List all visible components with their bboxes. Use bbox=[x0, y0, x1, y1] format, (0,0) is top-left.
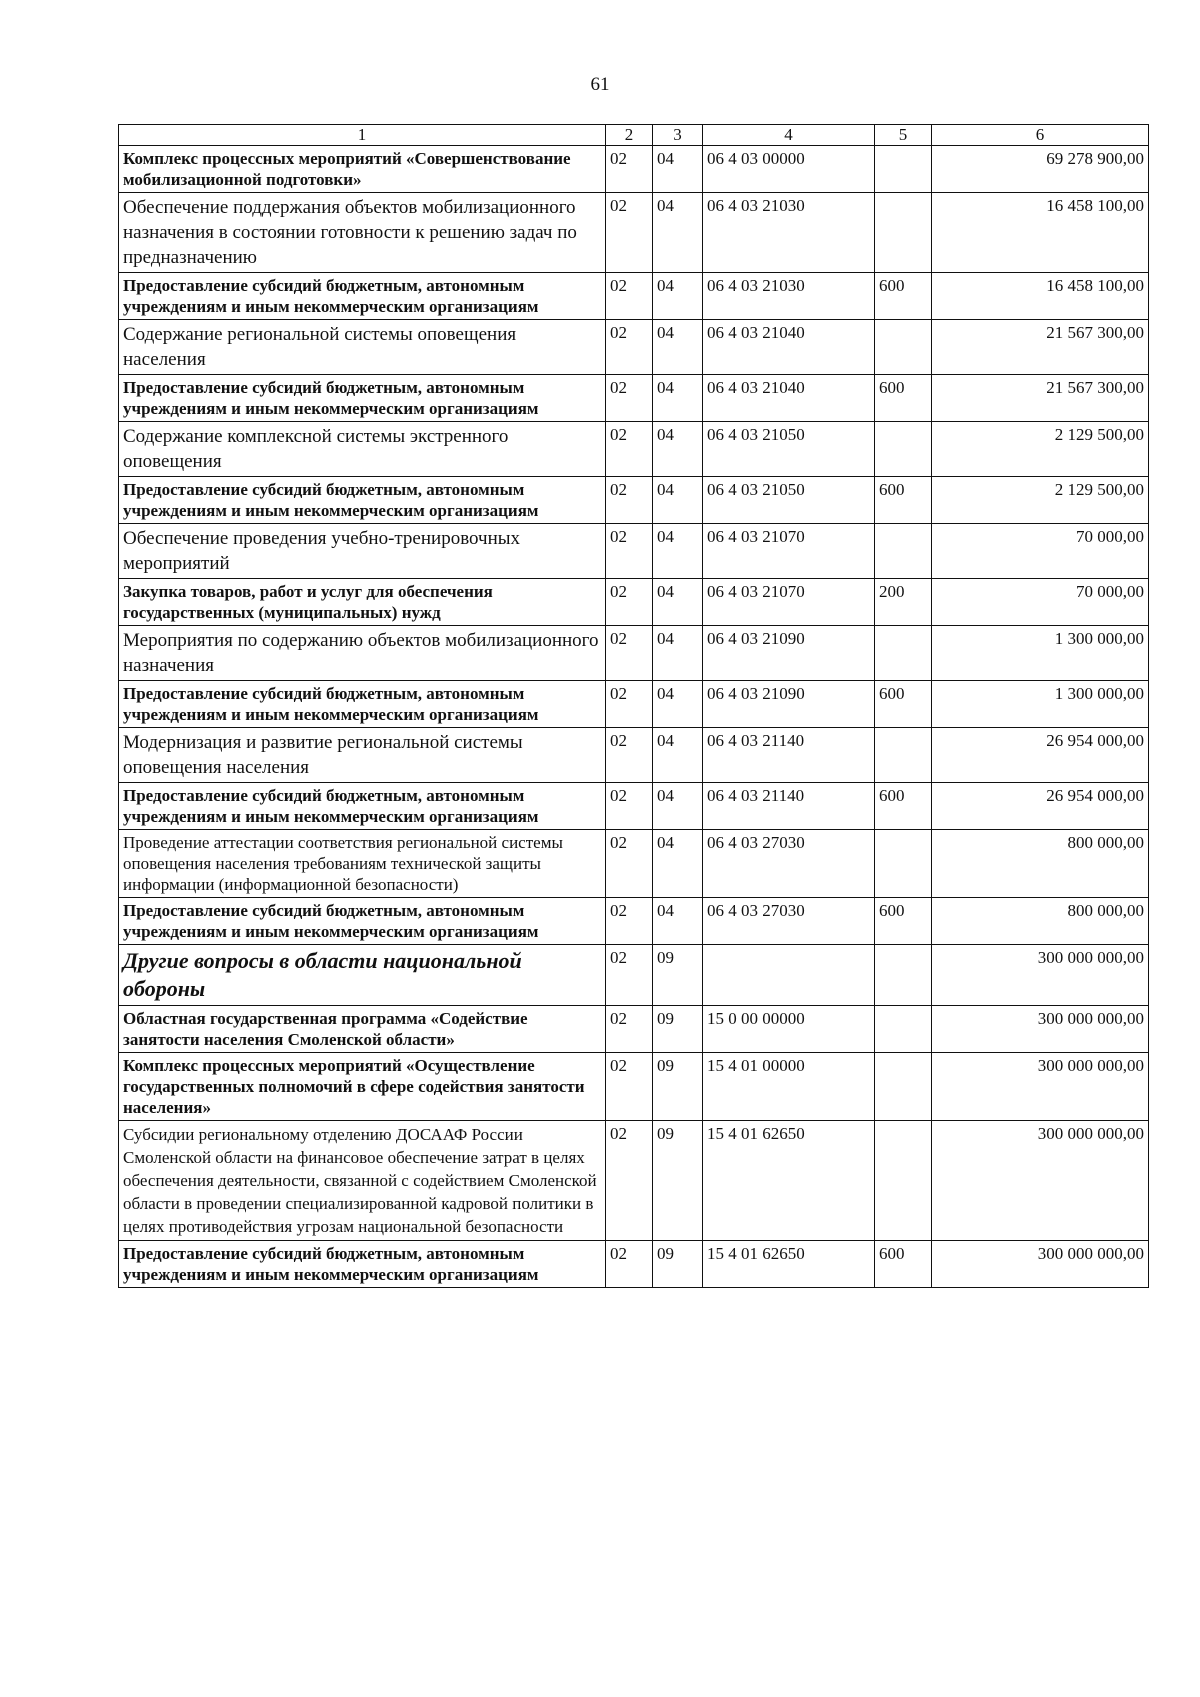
row-subsection-code: 04 bbox=[653, 728, 703, 783]
row-amount: 69 278 900,00 bbox=[932, 146, 1149, 193]
row-subsection-code: 09 bbox=[653, 945, 703, 1006]
row-expense-type bbox=[875, 728, 932, 783]
row-expense-type: 200 bbox=[875, 579, 932, 626]
row-section-code: 02 bbox=[606, 375, 653, 422]
row-amount: 300 000 000,00 bbox=[932, 1006, 1149, 1053]
row-section-code: 02 bbox=[606, 320, 653, 375]
row-amount: 300 000 000,00 bbox=[932, 1053, 1149, 1121]
row-section-code: 02 bbox=[606, 273, 653, 320]
row-name: Проведение аттестации соответствия региональной системы оповещения населения требованиям технической защиты информации (информационной безопасности) bbox=[119, 830, 606, 898]
column-header: 4 bbox=[703, 125, 875, 146]
table-row bbox=[119, 146, 1149, 193]
row-amount: 2 129 500,00 bbox=[932, 422, 1149, 477]
table-row bbox=[119, 1241, 1149, 1288]
table-row bbox=[119, 477, 1149, 524]
row-name: Предоставление субсидий бюджетным, автономным учреждениям и иным некоммерческим организациям bbox=[119, 898, 606, 945]
row-name: Предоставление субсидий бюджетным, автономным учреждениям и иным некоммерческим организациям bbox=[119, 1241, 606, 1288]
row-name: Обеспечение проведения учебно-тренировочных мероприятий bbox=[119, 524, 606, 579]
row-subsection-code: 09 bbox=[653, 1053, 703, 1121]
row-target-code: 06 4 03 21040 bbox=[703, 320, 875, 375]
row-name: Субсидии региональному отделению ДОСААФ России Смоленской области на финансовое обеспечение затрат в целях обеспечения деятельности, связанной с содействием Смоленской области в проведении специализированной кадровой политики в целях противодействия угрозам национальной безопасности bbox=[119, 1121, 606, 1241]
row-subsection-code: 09 bbox=[653, 1241, 703, 1288]
row-target-code: 15 4 01 00000 bbox=[703, 1053, 875, 1121]
row-target-code: 06 4 03 21090 bbox=[703, 626, 875, 681]
table-row bbox=[119, 375, 1149, 422]
row-section-code: 02 bbox=[606, 477, 653, 524]
row-section-code: 02 bbox=[606, 1006, 653, 1053]
row-section-code: 02 bbox=[606, 193, 653, 273]
row-name: Мероприятия по содержанию объектов мобилизационного назначения bbox=[119, 626, 606, 681]
budget-table bbox=[118, 124, 1149, 1288]
row-subsection-code: 04 bbox=[653, 579, 703, 626]
table-row bbox=[119, 273, 1149, 320]
row-name: Предоставление субсидий бюджетным, автономным учреждениям и иным некоммерческим организациям bbox=[119, 681, 606, 728]
table-row bbox=[119, 320, 1149, 375]
row-expense-type: 600 bbox=[875, 681, 932, 728]
row-expense-type: 600 bbox=[875, 1241, 932, 1288]
row-name: Закупка товаров, работ и услуг для обеспечения государственных (муниципальных) нужд bbox=[119, 579, 606, 626]
row-name: Областная государственная программа «Содействие занятости населения Смоленской области» bbox=[119, 1006, 606, 1053]
row-target-code: 15 4 01 62650 bbox=[703, 1121, 875, 1241]
row-target-code: 06 4 03 21030 bbox=[703, 273, 875, 320]
row-section-code: 02 bbox=[606, 422, 653, 477]
row-expense-type bbox=[875, 830, 932, 898]
row-expense-type: 600 bbox=[875, 375, 932, 422]
row-target-code: 06 4 03 21070 bbox=[703, 524, 875, 579]
row-amount: 16 458 100,00 bbox=[932, 273, 1149, 320]
table-row bbox=[119, 626, 1149, 681]
row-target-code: 06 4 03 27030 bbox=[703, 898, 875, 945]
row-amount: 300 000 000,00 bbox=[932, 1121, 1149, 1241]
row-expense-type: 600 bbox=[875, 783, 932, 830]
row-amount: 800 000,00 bbox=[932, 898, 1149, 945]
row-target-code: 06 4 03 00000 bbox=[703, 146, 875, 193]
row-subsection-code: 09 bbox=[653, 1121, 703, 1241]
row-amount: 70 000,00 bbox=[932, 524, 1149, 579]
row-section-code: 02 bbox=[606, 1053, 653, 1121]
row-expense-type bbox=[875, 146, 932, 193]
row-target-code: 06 4 03 21140 bbox=[703, 783, 875, 830]
row-expense-type bbox=[875, 524, 932, 579]
column-header: 2 bbox=[606, 125, 653, 146]
row-expense-type: 600 bbox=[875, 898, 932, 945]
column-header: 6 bbox=[932, 125, 1149, 146]
row-target-code: 15 0 00 00000 bbox=[703, 1006, 875, 1053]
row-amount: 300 000 000,00 bbox=[932, 1241, 1149, 1288]
row-target-code: 06 4 03 21030 bbox=[703, 193, 875, 273]
row-target-code: 15 4 01 62650 bbox=[703, 1241, 875, 1288]
table-row bbox=[119, 783, 1149, 830]
row-target-code: 06 4 03 21050 bbox=[703, 477, 875, 524]
row-target-code: 06 4 03 21050 bbox=[703, 422, 875, 477]
table-row bbox=[119, 1006, 1149, 1053]
row-name: Содержание комплексной системы экстренного оповещения bbox=[119, 422, 606, 477]
table-row bbox=[119, 830, 1149, 898]
row-amount: 16 458 100,00 bbox=[932, 193, 1149, 273]
row-name: Модернизация и развитие региональной системы оповещения населения bbox=[119, 728, 606, 783]
column-header: 1 bbox=[119, 125, 606, 146]
row-name: Содержание региональной системы оповещения населения bbox=[119, 320, 606, 375]
row-section-code: 02 bbox=[606, 1241, 653, 1288]
row-subsection-code: 04 bbox=[653, 830, 703, 898]
column-header: 5 bbox=[875, 125, 932, 146]
table-header-row bbox=[119, 125, 1149, 146]
row-expense-type bbox=[875, 1006, 932, 1053]
table-row bbox=[119, 524, 1149, 579]
row-target-code: 06 4 03 21070 bbox=[703, 579, 875, 626]
row-target-code bbox=[703, 945, 875, 1006]
row-expense-type bbox=[875, 1121, 932, 1241]
row-amount: 21 567 300,00 bbox=[932, 320, 1149, 375]
row-subsection-code: 04 bbox=[653, 146, 703, 193]
table-row bbox=[119, 898, 1149, 945]
row-section-code: 02 bbox=[606, 783, 653, 830]
row-name: Комплекс процессных мероприятий «Осуществление государственных полномочий в сфере содействия занятости населения» bbox=[119, 1053, 606, 1121]
row-name: Комплекс процессных мероприятий «Совершенствование мобилизационной подготовки» bbox=[119, 146, 606, 193]
row-section-code: 02 bbox=[606, 945, 653, 1006]
row-name: Обеспечение поддержания объектов мобилизационного назначения в состоянии готовности к решению задач по предназначению bbox=[119, 193, 606, 273]
row-amount: 70 000,00 bbox=[932, 579, 1149, 626]
row-subsection-code: 04 bbox=[653, 193, 703, 273]
row-subsection-code: 04 bbox=[653, 422, 703, 477]
row-subsection-code: 04 bbox=[653, 273, 703, 320]
table-row bbox=[119, 1053, 1149, 1121]
table-row bbox=[119, 193, 1149, 273]
row-amount: 26 954 000,00 bbox=[932, 783, 1149, 830]
row-expense-type: 600 bbox=[875, 273, 932, 320]
table-row bbox=[119, 728, 1149, 783]
row-subsection-code: 04 bbox=[653, 524, 703, 579]
row-expense-type bbox=[875, 626, 932, 681]
row-expense-type bbox=[875, 193, 932, 273]
row-section-code: 02 bbox=[606, 524, 653, 579]
row-target-code: 06 4 03 27030 bbox=[703, 830, 875, 898]
row-name: Предоставление субсидий бюджетным, автономным учреждениям и иным некоммерческим организациям bbox=[119, 375, 606, 422]
row-subsection-code: 04 bbox=[653, 320, 703, 375]
row-amount: 2 129 500,00 bbox=[932, 477, 1149, 524]
table-row bbox=[119, 945, 1149, 1006]
row-section-code: 02 bbox=[606, 146, 653, 193]
row-name: Предоставление субсидий бюджетным, автономным учреждениям и иным некоммерческим организациям bbox=[119, 783, 606, 830]
table-row bbox=[119, 579, 1149, 626]
row-subsection-code: 04 bbox=[653, 626, 703, 681]
row-expense-type bbox=[875, 320, 932, 375]
row-expense-type bbox=[875, 1053, 932, 1121]
row-subsection-code: 04 bbox=[653, 375, 703, 422]
row-section-code: 02 bbox=[606, 579, 653, 626]
page-number: 61 bbox=[590, 74, 610, 95]
row-section-code: 02 bbox=[606, 1121, 653, 1241]
row-expense-type: 600 bbox=[875, 477, 932, 524]
row-subsection-code: 04 bbox=[653, 477, 703, 524]
row-section-code: 02 bbox=[606, 728, 653, 783]
row-section-code: 02 bbox=[606, 626, 653, 681]
table-row bbox=[119, 681, 1149, 728]
row-amount: 1 300 000,00 bbox=[932, 681, 1149, 728]
row-section-code: 02 bbox=[606, 681, 653, 728]
row-name: Другие вопросы в области национальной обороны bbox=[119, 945, 606, 1006]
row-subsection-code: 04 bbox=[653, 681, 703, 728]
row-target-code: 06 4 03 21140 bbox=[703, 728, 875, 783]
row-expense-type bbox=[875, 945, 932, 1006]
row-amount: 26 954 000,00 bbox=[932, 728, 1149, 783]
row-subsection-code: 04 bbox=[653, 898, 703, 945]
row-expense-type bbox=[875, 422, 932, 477]
table-row bbox=[119, 1121, 1149, 1241]
row-amount: 300 000 000,00 bbox=[932, 945, 1149, 1006]
row-target-code: 06 4 03 21090 bbox=[703, 681, 875, 728]
row-amount: 1 300 000,00 bbox=[932, 626, 1149, 681]
row-amount: 800 000,00 bbox=[932, 830, 1149, 898]
table-row bbox=[119, 422, 1149, 477]
row-name: Предоставление субсидий бюджетным, автономным учреждениям и иным некоммерческим организациям bbox=[119, 273, 606, 320]
row-subsection-code: 04 bbox=[653, 783, 703, 830]
row-amount: 21 567 300,00 bbox=[932, 375, 1149, 422]
column-header: 3 bbox=[653, 125, 703, 146]
row-section-code: 02 bbox=[606, 830, 653, 898]
row-target-code: 06 4 03 21040 bbox=[703, 375, 875, 422]
row-subsection-code: 09 bbox=[653, 1006, 703, 1053]
row-section-code: 02 bbox=[606, 898, 653, 945]
row-name: Предоставление субсидий бюджетным, автономным учреждениям и иным некоммерческим организациям bbox=[119, 477, 606, 524]
